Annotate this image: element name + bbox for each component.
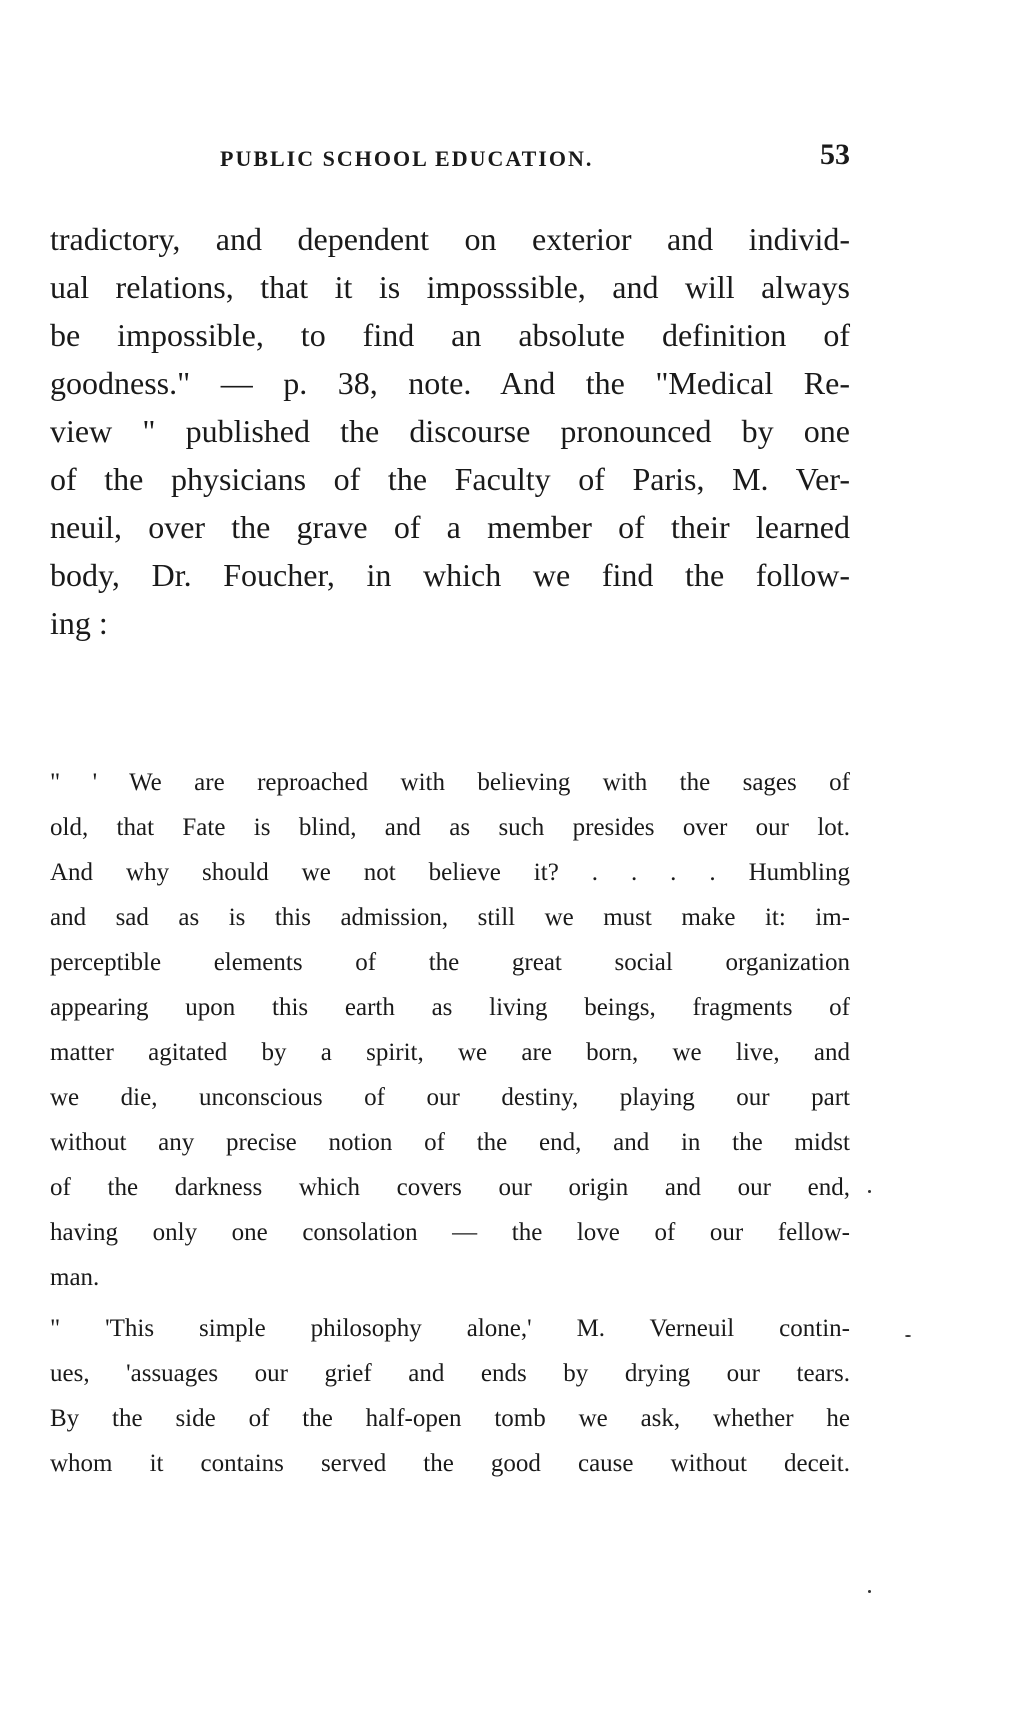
quote-line: " ' We are reproached with believing with the sages of	[50, 769, 850, 796]
block-quote	[50, 760, 850, 1486]
body-line: tradictory, and dependent on exterior and individ-	[50, 221, 850, 257]
quote-line: and sad as is this admission, still we must make it: im-	[50, 904, 850, 931]
quote-line: whom it contains served the good cause without deceit.	[50, 1450, 850, 1477]
body-line: of the physicians of the Faculty of Paris, M. Ver-	[50, 461, 850, 497]
body-line: goodness." — p. 38, note. And the "Medical Re-	[50, 365, 850, 401]
quote-line: matter agitated by a spirit, we are born, we live, and	[50, 1039, 850, 1066]
quote-line: having only one consolation — the love of our fellow-	[50, 1219, 850, 1246]
body-line: body, Dr. Foucher, in which we find the follow-	[50, 557, 850, 593]
quote-line: And why should we not believe it? . . . . Humbling	[50, 859, 850, 886]
quote-line: appearing upon this earth as living beings, fragments of	[50, 994, 850, 1021]
quote-line: man.	[50, 1264, 100, 1291]
body-line: be impossible, to find an absolute definition of	[50, 317, 850, 353]
page-header	[50, 138, 850, 178]
quote-line: old, that Fate is blind, and as such presides over our lot.	[50, 814, 850, 841]
body-paragraph	[50, 215, 850, 647]
scan-speck	[868, 1190, 871, 1193]
page-number: 53	[820, 138, 850, 171]
body-line: view " published the discourse pronounced by one	[50, 413, 850, 449]
scan-speck	[868, 1590, 871, 1593]
quote-line: By the side of the half-open tomb we ask, whether he	[50, 1405, 850, 1432]
quote-line: ues, 'assuages our grief and ends by drying our tears.	[50, 1360, 850, 1387]
body-line: neuil, over the grave of a member of their learned	[50, 509, 850, 545]
body-line: ual relations, that it is imposssible, and will always	[50, 269, 850, 305]
quote-line: of the darkness which covers our origin and our end,	[50, 1174, 850, 1201]
body-line: ing :	[50, 605, 108, 641]
quote-line: we die, unconscious of our destiny, playing our part	[50, 1084, 850, 1111]
running-head: PUBLIC SCHOOL EDUCATION.	[220, 146, 594, 171]
quote-line: perceptible elements of the great social organization	[50, 949, 850, 976]
scan-speck	[905, 1335, 911, 1337]
quote-line: " 'This simple philosophy alone,' M. Verneuil contin-	[50, 1315, 850, 1342]
quote-line: without any precise notion of the end, and in the midst	[50, 1129, 850, 1156]
